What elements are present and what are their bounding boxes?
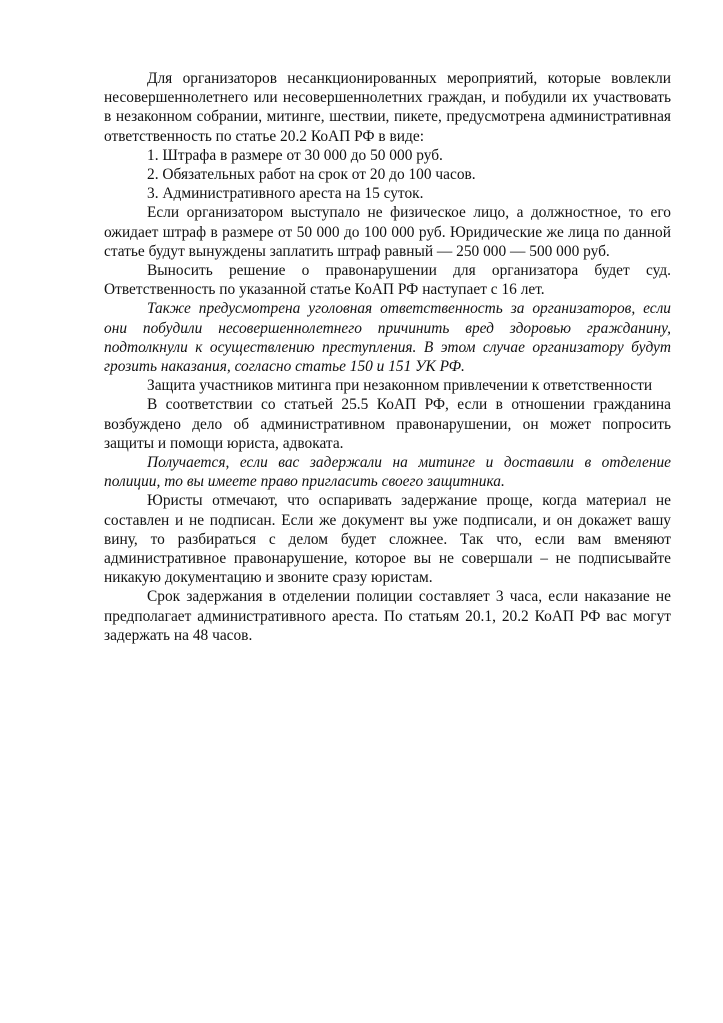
list-item-arrest: 3. Административного ареста на 15 суток. [147, 185, 424, 203]
list-item-fine: 1. Штрафа в размере от 30 000 до 50 000 руб. [147, 146, 443, 164]
paragraph-detention-term: Срок задержания в отделении полиции составляет 3 часа, если наказание не предполагает административного ареста. По статьям 20.1, 20.2 КоАП РФ вас могут задержать на 48 часов. [104, 588, 671, 644]
paragraph-court-decision: Выносить решение о правонарушении для организатора будет суд. Ответственность по указанной статье КоАП РФ наступает с 16 лет. [104, 262, 671, 299]
paragraph-official-fine: Если организатором выступало не физическое лицо, а должностное, то его ожидает штраф в размере от 50 000 до 100 000 руб. Юридические же лица по данной статье будут вынуждены заплатить штраф равный — 250 000 — 500 000 руб. [104, 204, 671, 260]
paragraph-organizers-liability: Для организаторов несанкционированных мероприятий, которые вовлекли несовершеннолетнего или несовершеннолетних граждан, и побудили их участвовать в незаконном собрании, митинге, шествии, пикете, предусмотрена административная ответственность по статье 20.2 КоАП РФ в виде: [104, 70, 671, 145]
list-item-mandatory-work: 2. Обязательных работ на срок от 20 до 100 часов. [147, 166, 476, 184]
section-heading-protection: Защита участников митинга при незаконном привлечении к ответственности [147, 377, 653, 395]
paragraph-article-25-5: В соответствии со статьей 25.5 КоАП РФ, если в отношении гражданина возбуждено дело об административном правонарушении, он может попросить защиты и помощи юриста, адвоката. [104, 396, 671, 452]
paragraph-lawyers-advice: Юристы отмечают, что оспаривать задержание проще, когда материал не составлен и не подписан. Если же документ вы уже подписали, и он докажет вашу вину, то разбираться с делом будет сложнее. Так что, если вам вменяют административное правонарушение, которое вы не совершали – не подписывайте никакую документацию и звоните сразу юристам. [104, 492, 671, 587]
paragraph-right-to-defender: Получается, если вас задержали на митинге и доставили в отделение полиции, то вы имеете право пригласить своего защитника. [104, 454, 671, 491]
document-page [104, 69, 671, 645]
paragraph-criminal-liability: Также предусмотрена уголовная ответственность за организаторов, если они побудили несовершеннолетнего причинить вред здоровью гражданину, подтолкнули к осуществлению преступления. В этом случае организатору будут грозить наказания, согласно статье 150 и 151 УК РФ. [104, 300, 671, 376]
